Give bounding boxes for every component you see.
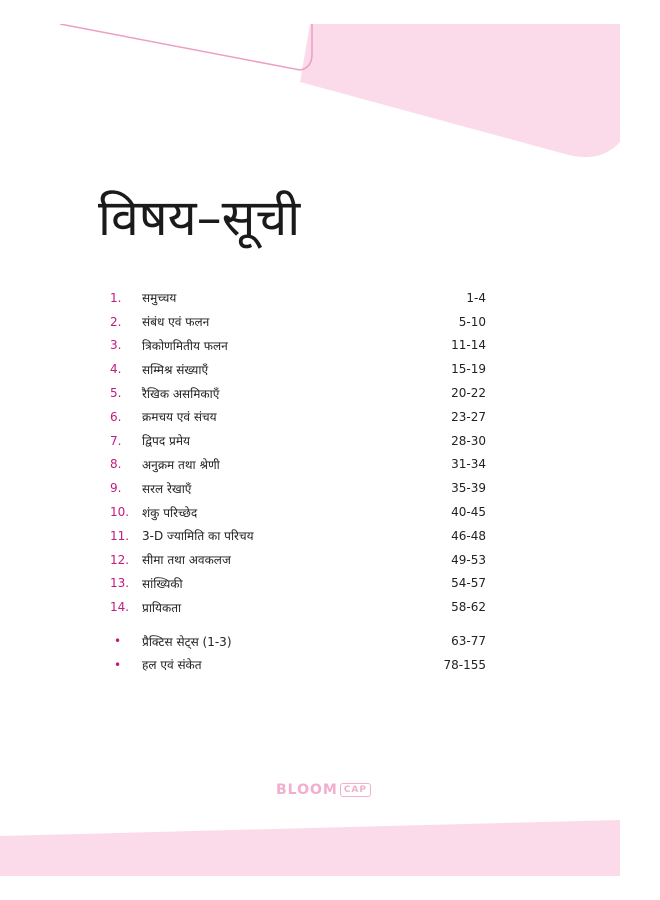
- chapter-number: 12.: [110, 552, 130, 567]
- page-range: 78-155: [443, 657, 486, 672]
- chapter-number: 5.: [110, 386, 122, 401]
- page-range: 11-14: [451, 338, 486, 353]
- chapter-title: सम्मिश्र संख्याएँ: [142, 362, 209, 377]
- page-range: 23-27: [451, 409, 486, 424]
- chapter-title: सांख्यिकी: [142, 576, 183, 591]
- toc-row[interactable]: [110, 310, 486, 334]
- table-of-contents: [110, 286, 486, 677]
- toc-row-extra[interactable]: [110, 629, 486, 653]
- extra-title: प्रैक्टिस सेट्स (1-3): [142, 634, 232, 649]
- bloomcap-logo: [276, 782, 371, 798]
- chapter-title: रैखिक असमिकाएँ: [142, 386, 220, 401]
- page-range: 35-39: [451, 481, 486, 496]
- chapter-number: 2.: [110, 314, 122, 329]
- toc-row[interactable]: [110, 476, 486, 500]
- chapter-title: प्रायिकता: [142, 600, 182, 615]
- toc-row[interactable]: [110, 453, 486, 477]
- toc-row[interactable]: [110, 572, 486, 596]
- toc-row-extra[interactable]: [110, 653, 486, 677]
- chapter-number: 4.: [110, 362, 122, 377]
- logo-cap-badge: CAP: [340, 783, 371, 797]
- chapter-number: 14.: [110, 600, 130, 615]
- toc-row[interactable]: [110, 334, 486, 358]
- toc-row[interactable]: [110, 548, 486, 572]
- chapter-number: 7.: [110, 433, 122, 448]
- page-range: 49-53: [451, 552, 486, 567]
- toc-row[interactable]: [110, 381, 486, 405]
- page-range: 46-48: [451, 528, 486, 543]
- toc-row[interactable]: [110, 405, 486, 429]
- page-range: 5-10: [458, 314, 486, 329]
- bullet-icon: •: [114, 634, 122, 649]
- chapter-title: त्रिकोणमितीय फलन: [142, 338, 228, 353]
- page-range: 63-77: [451, 634, 486, 649]
- toc-row[interactable]: [110, 357, 486, 381]
- page-range: 28-30: [451, 433, 486, 448]
- toc-row[interactable]: [110, 595, 486, 619]
- chapter-title: शंकु परिच्छेद: [142, 505, 198, 520]
- chapter-title: सरल रेखाएँ: [142, 481, 192, 496]
- page-title: विषय–सूची: [98, 189, 301, 247]
- logo-text: BLOOM: [276, 782, 338, 798]
- chapter-number: 8.: [110, 457, 122, 472]
- page: [0, 24, 620, 876]
- chapter-title: क्रमचय एवं संचय: [142, 410, 217, 425]
- top-decoration: [0, 24, 620, 184]
- chapter-number: 10.: [110, 505, 130, 520]
- chapter-title: 3-D ज्यामिति का परिचय: [142, 529, 254, 544]
- chapter-title: समुच्चय: [142, 291, 177, 306]
- page-range: 15-19: [451, 362, 486, 377]
- page-range: 58-62: [451, 600, 486, 615]
- page-range: 20-22: [451, 386, 486, 401]
- toc-row[interactable]: [110, 500, 486, 524]
- chapter-title: द्विपद प्रमेय: [142, 434, 190, 449]
- toc-row[interactable]: [110, 429, 486, 453]
- page-range: 31-34: [451, 457, 486, 472]
- page-range: 1-4: [466, 290, 486, 305]
- toc-row[interactable]: [110, 286, 486, 310]
- page-range: 54-57: [451, 576, 486, 591]
- bottom-decoration: [0, 820, 620, 876]
- chapter-number: 6.: [110, 409, 122, 424]
- chapter-title: अनुक्रम तथा श्रेणी: [142, 457, 220, 472]
- page-range: 40-45: [451, 505, 486, 520]
- extra-title: हल एवं संकेत: [142, 658, 202, 673]
- chapter-title: सीमा तथा अवकलज: [142, 553, 231, 568]
- chapter-title: संबंध एवं फलन: [142, 315, 210, 330]
- chapter-number: 1.: [110, 290, 122, 305]
- toc-row[interactable]: [110, 524, 486, 548]
- chapter-number: 9.: [110, 481, 122, 496]
- section-gap: [110, 619, 486, 629]
- bullet-icon: •: [114, 657, 122, 672]
- chapter-number: 3.: [110, 338, 122, 353]
- chapter-number: 13.: [110, 576, 130, 591]
- chapter-number: 11.: [110, 528, 130, 543]
